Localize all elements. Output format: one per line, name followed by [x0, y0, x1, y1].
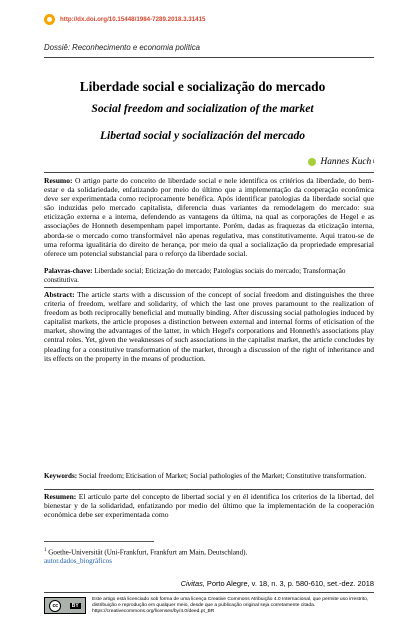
palavras-label: Palavras-chave:	[44, 267, 93, 275]
abstract-divider-bottom	[44, 489, 374, 490]
keywords	[44, 472, 374, 481]
citation-details: Porto Alegre, v. 18, n. 3, p. 580-610, set.-dez. 2018	[206, 579, 374, 588]
doi-icon	[44, 14, 55, 25]
cc-icon: cc	[49, 600, 61, 612]
header-divider	[44, 57, 374, 58]
author-name: Hannes Kuch	[320, 157, 372, 167]
footnote-divider	[44, 541, 154, 542]
abstract-paragraph	[44, 290, 374, 363]
title-english: Social freedom and socialization of the market	[91, 102, 314, 115]
title-spanish: Libertad social y socialización del mercado	[99, 129, 306, 142]
palavras-chave	[44, 267, 374, 284]
license-row	[44, 597, 374, 614]
resumo-label: Resumo:	[44, 176, 73, 185]
title-portuguese: Liberdade social e socialização do mercado	[79, 79, 326, 94]
resumo-paragraph	[44, 176, 374, 258]
license-text: Este artigo está licenciado sob forma de uma licença Creative Commons Atribuição 4.0 Internacional, que permite uso irrestrito, distribuição e reprodução em qualquer meio, desde que a publicação original seja corretamente citada. https://creativecommons.org/licenses/by/4.0/deed.pt_BR	[92, 597, 369, 614]
cc-license-badge[interactable]	[44, 597, 86, 614]
abstract-divider-top	[44, 172, 374, 173]
resumen-paragraph	[44, 492, 374, 519]
section-label: Dossiê: Reconhecimento e economia política	[44, 43, 201, 52]
by-icon: BY	[71, 602, 79, 609]
abstract-text: The article starts with a discussion of the concept of social freedom and distinguishes the three criteria of freedom, welfare and solidarity, of which the last one proves paramount to the realization of freedom as both reciprocally beneficial and mutually binding. After discussing social pathologies induced by capitalist markets, the article proposes a distinction between external and internal forms of eticisation of the market, showing the advantages of the latter, in which Hegel's corporations and Honneth's associations play central roles. Yet, given the weaknesses of such associations in the capitalist market, the article concludes by pleading for a constitutive transformation of the market, through a discussion of the right of inheritance and its effects on the property in the means of production.	[44, 290, 374, 363]
orcid-icon[interactable]	[308, 158, 316, 166]
palavras-text: Liberdade social; Eticização do mercado; Patologias sociais do mercado; Transformação constitutiva.	[44, 267, 346, 284]
keywords-label: Keywords:	[44, 472, 78, 480]
footnote-link[interactable]: autor.dados_biográficos	[44, 557, 112, 566]
footer-divider	[44, 592, 374, 593]
abstract-divider-mid	[44, 287, 374, 288]
keywords-text: Social freedom; Eticisation of Market; Social pathologies of the Market; Constitutive transformation.	[78, 472, 367, 480]
footnote-text: Goethe-Universität (Uni-Frankfurt, Frankfurt am Main, Deutschland).	[48, 548, 248, 557]
journal-name: Civitas,	[180, 579, 205, 588]
footnote	[44, 546, 374, 566]
abstract-label: Abstract:	[44, 290, 75, 299]
resumen-text: El artículo parte del concepto de libertad social y en él identifica los criterios de la libertad, del bienestar y de la solidaridad, enfatizando por medio del último que la implementación de la cooperación económica debe ser experimentada como	[44, 492, 374, 520]
doi-row	[44, 14, 206, 25]
journal-citation	[44, 579, 374, 588]
doi-link[interactable]: http://dx.doi.org/10.15448/1984-7289.2018.3.31415	[60, 16, 206, 23]
author-footnote-mark: 1	[372, 159, 375, 165]
resumo-text: O artigo parte do conceito de liberdade social e nele identifica os critérios da liberdade, do bem-estar e da solidariedade, enfatizando por meio do último que a implementação da cooperação econômica deve ser experimentada como reciprocamente benéfica. Após identificar patologias da liberdade social que são induzidas pelo mercado capitalista, diferencia duas variantes da remodelagem do mercado: sua eticização externa e a interna, defendendo as vantagens da última, na qual as corporações de Hegel e as associações de Honneth desempenham papel importante. Porém, dadas as fraquezas da eticização interna, aborda-se o mercado como transformável não apenas regulativa, mas constitutivamente. Aqui tratou-se de uma reforma igualitária do direito de herança, por meio da qual a socialização da propriedade empresarial oferece um potencial substancial para o reforço da liberdade social.	[44, 176, 374, 258]
footnote-mark: 1	[44, 548, 47, 553]
resumen-label: Resumen:	[44, 492, 77, 501]
author-line	[308, 157, 375, 167]
